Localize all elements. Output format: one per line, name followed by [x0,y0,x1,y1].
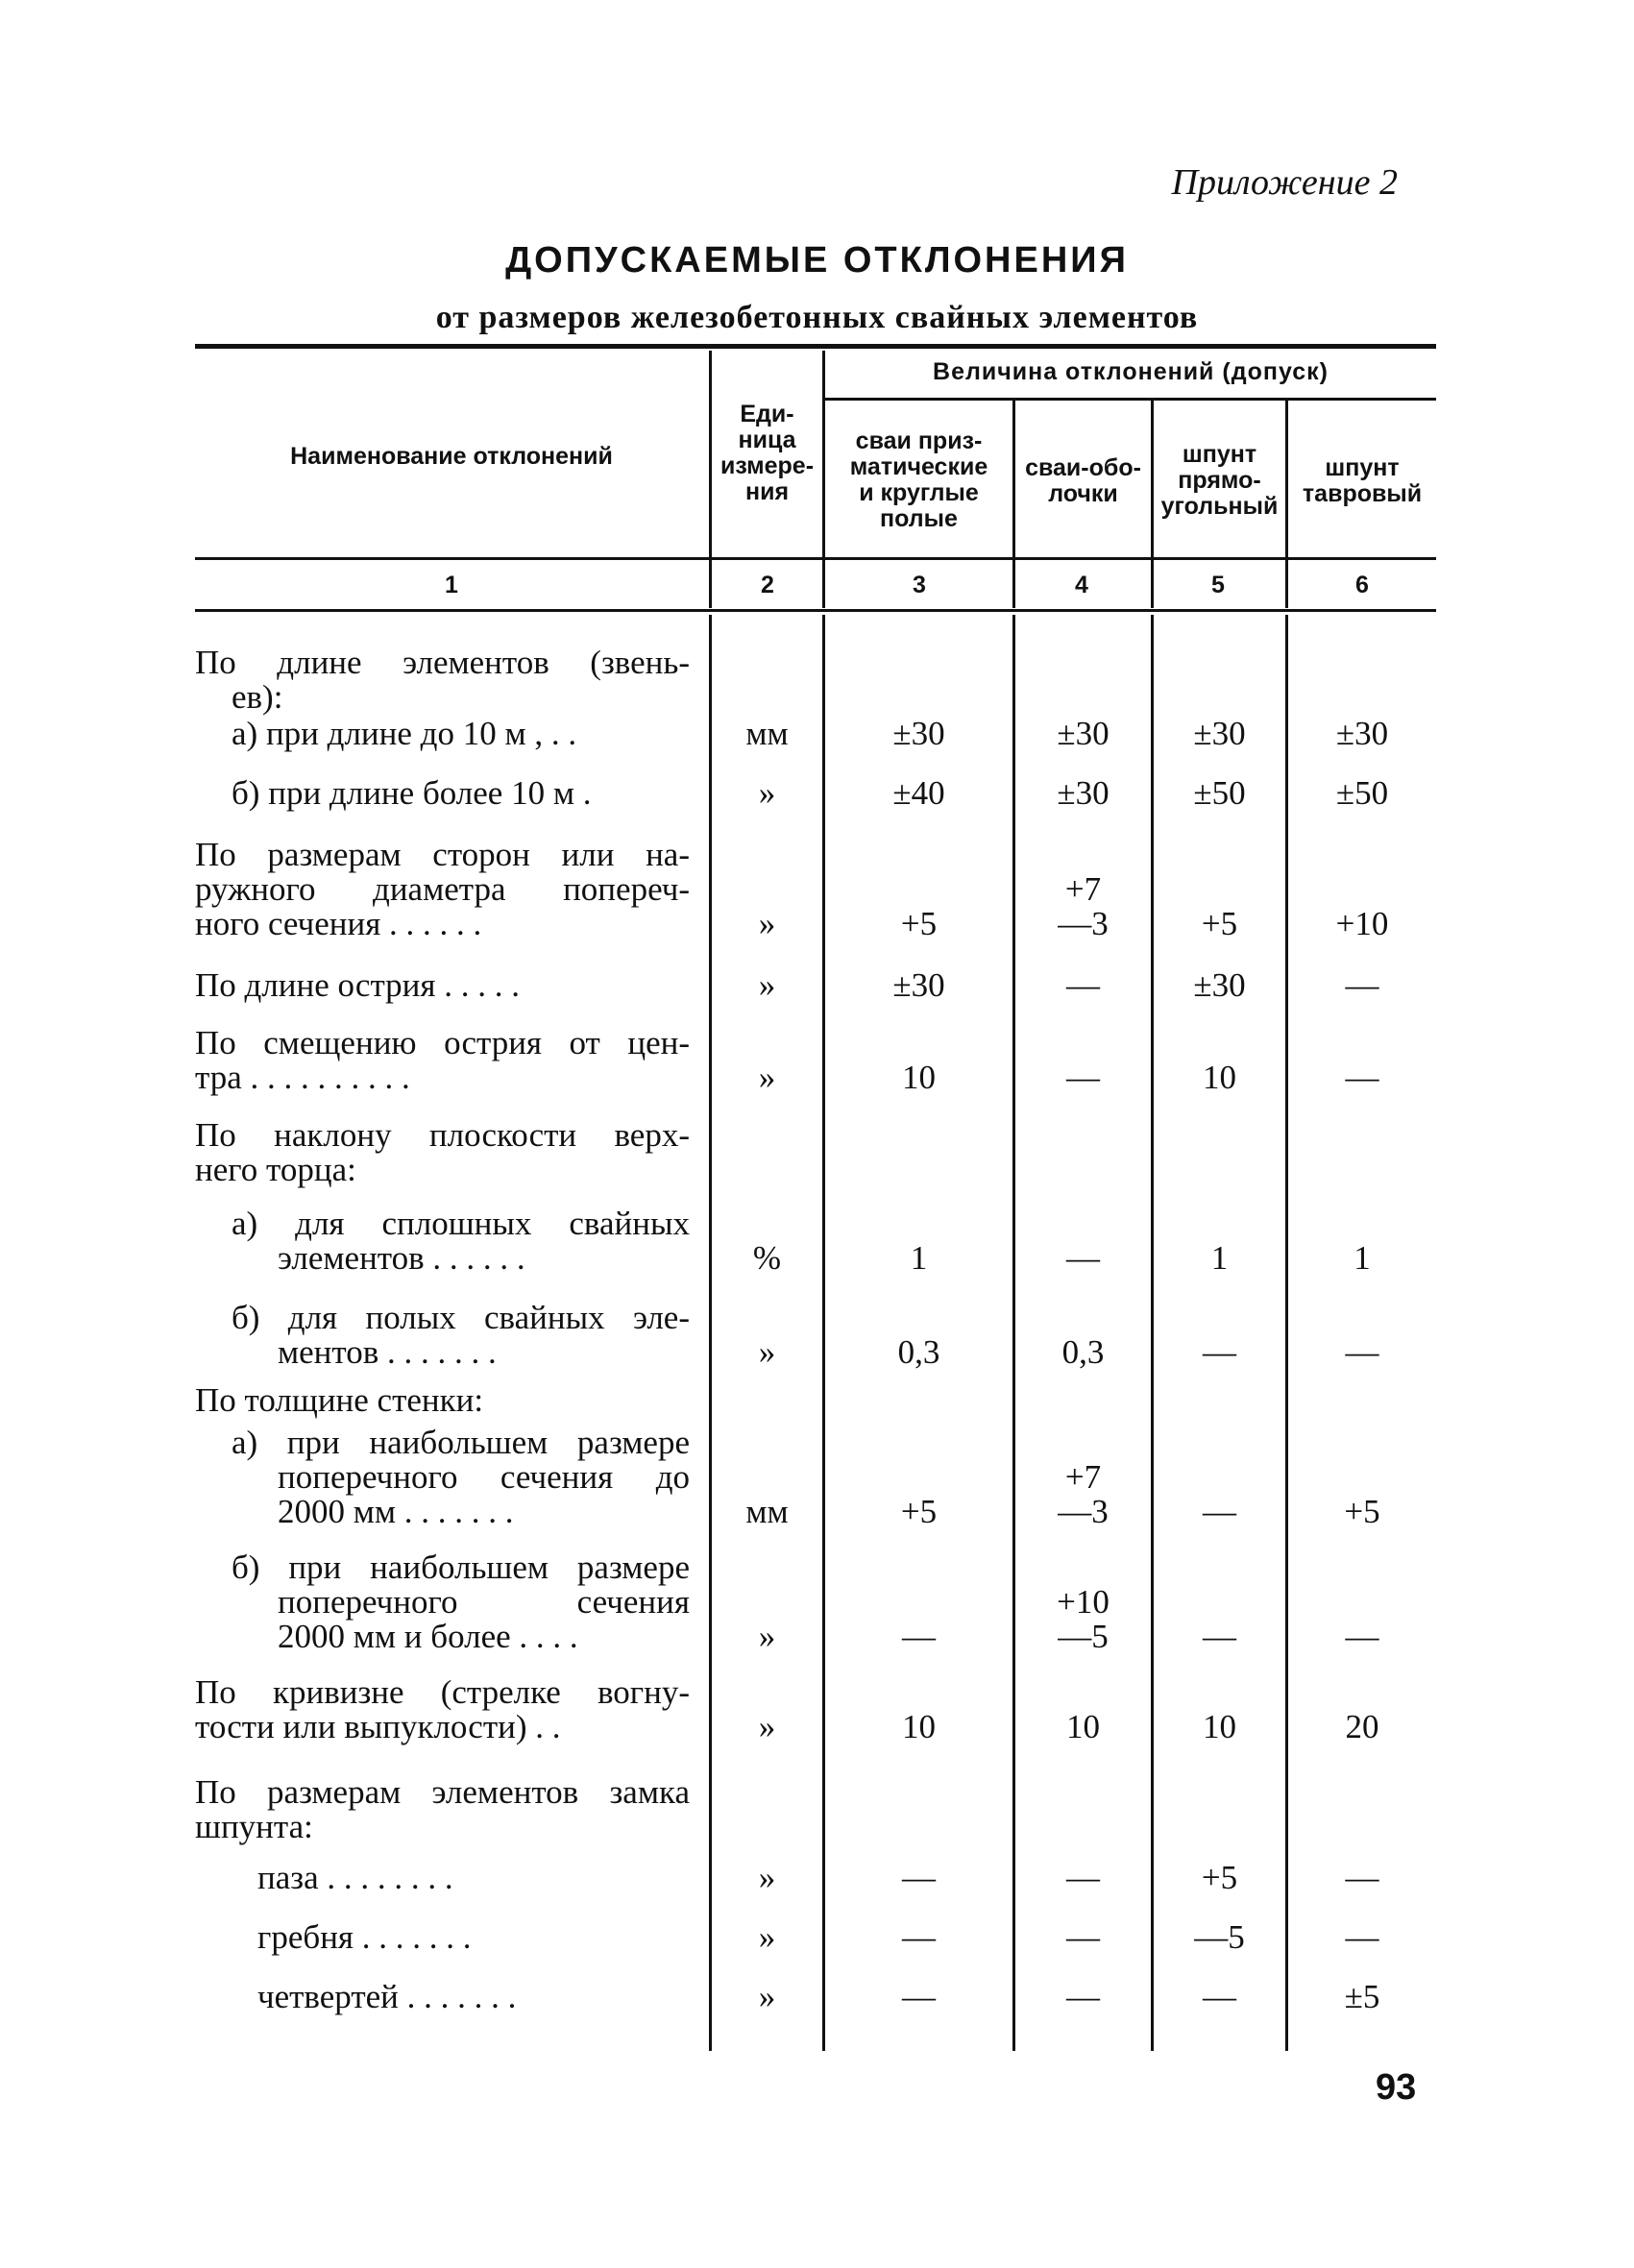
row-label-line: паза . . . . . . . . [257,1859,453,1896]
column-numbers-rule [195,609,1436,612]
value-cell: ±30 [1335,715,1389,752]
unit-cell: » [758,1708,776,1745]
unit-cell: мм [745,1493,789,1530]
value-cell: 1 [1210,1239,1229,1277]
value-cell: 10 [1203,1059,1236,1096]
header-group: Величина отклонений (допуск) [933,358,1329,385]
value-cell: ±5 [1344,1978,1380,2015]
value-cell: ±30 [892,966,945,1004]
column-number: 3 [913,572,926,598]
value-cell: — [902,1618,936,1655]
row-label-line: ружного диаметра попереч- [195,870,690,908]
value-cell: ±50 [1335,774,1389,812]
value-cell: — [902,1918,936,1956]
header-col6: шпунт тавровый [1302,454,1423,507]
unit-cell: » [758,1333,776,1371]
body-divider [1285,615,1288,2051]
header-col4: сваи-обо- лочки [1025,454,1141,507]
header-name: Наименование отклонений [290,443,613,470]
row-label-line: ментов . . . . . . . [278,1333,497,1371]
value-cell: 1 [1354,1239,1371,1277]
column-number: 6 [1355,572,1369,598]
value-cell: +5 [900,1493,938,1530]
value-cell: — [902,1978,936,2015]
unit-cell: % [752,1239,782,1277]
row-label-line: поперечного сечения [278,1583,690,1621]
value-cell: 0,3 [897,1333,940,1371]
value-cell: — [1066,1859,1100,1896]
value-cell: +5 [1344,1493,1380,1530]
value-cell: — [1345,1333,1379,1371]
value-cell: — [1066,966,1100,1004]
value-cell: — [1066,1918,1100,1956]
value-cell: — [1203,1618,1236,1655]
value-cell: — [1203,1333,1236,1371]
row-label-line: б) при наибольшем размере [232,1549,690,1586]
row-label-line: По длине элементов (звень- [195,644,690,681]
unit-cell: » [758,1059,776,1096]
value-cell: ±50 [1193,774,1246,812]
row-label-line: ев): [232,678,283,716]
row-label-line: По наклону плоскости верх- [195,1116,690,1154]
row-label-line: а) при наибольшем размере [232,1424,690,1461]
row-label-line: ного сечения . . . . . . [195,905,482,942]
value-cell: +7 —3 [1058,870,1109,942]
value-cell: — [1345,1618,1379,1655]
row-label-line: гребня . . . . . . . [257,1918,472,1956]
value-cell: — [1203,1493,1236,1530]
body-divider [1151,615,1154,2051]
value-cell: —5 [1194,1918,1245,1956]
value-cell: 10 [902,1708,936,1745]
group-header-rule [824,398,1436,401]
value-cell: 20 [1345,1708,1379,1745]
appendix-label: Приложение 2 [1171,162,1398,203]
row-label-line: По кривизне (стрелке вогну- [195,1673,690,1711]
column-number: 1 [445,572,458,598]
row-label-line: По длине острия . . . . . [195,966,521,1004]
unit-cell: » [758,905,776,942]
row-label-line: По размерам элементов замка [195,1773,690,1811]
row-label-line: б) при длине более 10 м . [232,774,592,812]
value-cell: ±30 [1057,774,1110,812]
header-col3: сваи приз- матические и круглые полые [849,427,988,532]
row-label-line: него торца: [195,1151,356,1188]
unit-cell: » [758,1618,776,1655]
value-cell: 10 [1203,1708,1236,1745]
value-cell: ±30 [1193,715,1246,752]
column-number: 5 [1211,572,1225,598]
value-cell: — [1066,1978,1100,2015]
document-subtitle: от размеров железобетонных свайных элементов [435,300,1199,335]
value-cell: 10 [902,1059,936,1096]
value-cell: — [1203,1978,1236,2015]
document-title: ДОПУСКАЕМЫЕ ОТКЛОНЕНИЯ [505,240,1129,280]
value-cell: +5 [900,905,938,942]
unit-cell: » [758,1978,776,2015]
value-cell: — [1345,966,1379,1004]
body-divider [1012,615,1015,2051]
value-cell: ±40 [892,774,945,812]
row-label-line: По смещению острия от цен- [195,1024,690,1061]
body-divider [709,615,712,2051]
value-cell: +5 [1201,905,1238,942]
row-label-line: 2000 мм и более . . . . [278,1618,578,1655]
unit-cell: мм [745,715,789,752]
value-cell: — [1066,1239,1100,1277]
value-cell: — [1066,1059,1100,1096]
column-number: 4 [1075,572,1088,598]
value-cell: — [1345,1059,1379,1096]
value-cell: 0,3 [1061,1333,1105,1371]
header-unit: Еди- ница измере- ния [719,401,815,505]
body-divider [822,615,825,2051]
value-cell: — [1345,1859,1379,1896]
value-cell: 1 [910,1239,928,1277]
value-cell: ±30 [1193,966,1246,1004]
row-label-line: четвертей . . . . . . . [257,1978,517,2015]
row-label-line: шпунта: [195,1808,313,1845]
unit-cell: » [758,1859,776,1896]
value-cell: +7 —3 [1058,1458,1109,1530]
row-label-line: тости или выпуклости) . . [195,1708,561,1745]
header-col5: шпунт прямо- угольный [1160,441,1279,520]
row-label-line: элементов . . . . . . [278,1239,525,1277]
unit-cell: » [758,1918,776,1956]
column-number: 2 [761,572,774,598]
value-cell: +10 [1335,905,1389,942]
page-number: 93 [1376,2067,1417,2108]
unit-cell: » [758,966,776,1004]
unit-cell: » [758,774,776,812]
row-label-line: По размерам сторон или на- [195,836,690,873]
row-label-line: тра . . . . . . . . . . [195,1059,410,1096]
row-label-line: 2000 мм . . . . . . . [278,1493,514,1530]
value-cell: ±30 [892,715,945,752]
value-cell: — [1345,1918,1379,1956]
value-cell: 10 [1066,1708,1100,1745]
row-label-line: а) для сплошных свайных [232,1205,690,1242]
row-label-line: б) для полых свайных эле- [232,1299,690,1336]
value-cell: +10 —5 [1057,1583,1110,1655]
value-cell: — [902,1859,936,1896]
value-cell: ±30 [1057,715,1110,752]
row-label-line: а) при длине до 10 м , . . [232,715,577,752]
row-label-line: По толщине стенки: [195,1381,484,1419]
value-cell: +5 [1201,1859,1238,1896]
header-bottom-rule [195,557,1436,560]
table-top-rule [195,344,1436,349]
row-label-line: поперечного сечения до [278,1458,690,1496]
